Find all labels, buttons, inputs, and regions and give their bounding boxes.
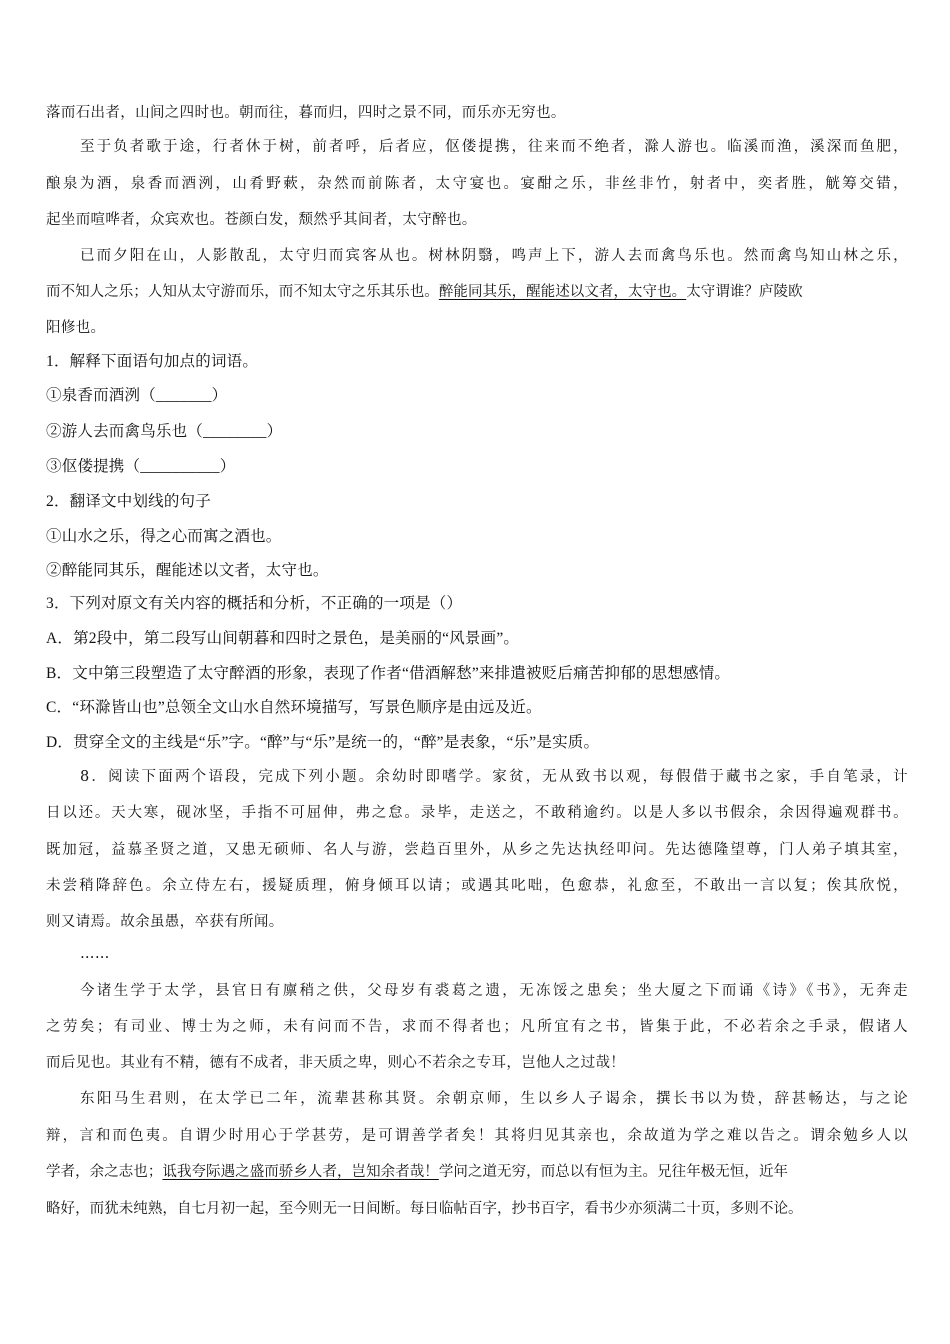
option-b: B．文中第三段塑造了太守醉酒的形象，表现了作者“借酒解愁”来排遣被贬后痛苦抑郁的思想感情。 bbox=[46, 665, 731, 682]
passage-line: 今诸生学于太学，县官日有廪稍之供，父母岁有裘葛之遗，无冻馁之患矣；坐大厦之下而诵《诗》《书》，无奔走 bbox=[80, 983, 908, 999]
passage-line: 学者，余之志也；诋我夸际遇之盛而骄乡人者，岂知余者哉！学问之道无穷，而总以有恒为主。兄往年极无恒，近年 bbox=[46, 1164, 789, 1180]
passage-line: 既加冠，益慕圣贤之道，又患无硕师、名人与游，尝趋百里外，从乡之先达执经叩问。先达德隆望尊，门人弟子填其室， bbox=[46, 842, 908, 858]
question-2: 2．翻译文中划线的句子 bbox=[46, 493, 211, 510]
passage-line: 落而石出者，山间之四时也。朝而往，暮而归，四时之景不同，而乐亦无穷也。 bbox=[46, 105, 566, 121]
passage-line: 至于负者歌于途，行者休于树，前者呼，后者应，伛偻提携，往来而不绝者，滁人游也。临溪而渔，溪深而鱼肥， bbox=[80, 139, 908, 155]
passage-line: 东阳马生君则，在太学已二年，流辈甚称其贤。余朝京师，生以乡人子谒余，撰长书以为贽，辞甚畅达，与之论 bbox=[80, 1091, 908, 1107]
passage-line: 而不知人之乐；人知从太守游而乐，而不知太守之乐其乐也。醉能同其乐，醒能述以文者，太守也。太守谓谁？庐陵欧 bbox=[46, 284, 803, 300]
underlined-sentence: 诋我夸际遇之盛而骄乡人者，岂知余者哉！ bbox=[162, 1164, 439, 1180]
passage-line: 阳修也。 bbox=[46, 320, 106, 336]
answer-blank[interactable]: _______ bbox=[155, 387, 212, 404]
passage-line: 之劳矣；有司业、博士为之师，未有问而不告，求而不得者也；凡所宜有之书，皆集于此，不必若余之手录，假诸人 bbox=[46, 1019, 908, 1035]
question-3: 3．下列对原文有关内容的概括和分析，不正确的一项是（） bbox=[46, 595, 463, 612]
passage-line: 辩，言和而色夷。自谓少时用心于学甚劳，是可谓善学者矣！其将归见其亲也，余故道为学之难以告之。谓余勉乡人以 bbox=[46, 1128, 908, 1144]
passage-line: 日以还。天大寒，砚冰坚，手指不可屈伸，弗之怠。录毕，走送之，不敢稍逾约。以是人多以书假余，余因得遍观群书。 bbox=[46, 805, 908, 821]
question-1-item-2: ②游人去而禽鸟乐也（________） bbox=[46, 423, 283, 440]
underlined-sentence: 醉能同其乐，醒能述以文者，太守也。 bbox=[438, 284, 687, 300]
answer-blank[interactable]: __________ bbox=[140, 458, 220, 475]
passage-line: 而后见也。其业有不精，德有不成者，非天质之卑，则心不若余之专耳，岂他人之过哉！ bbox=[46, 1055, 626, 1071]
passage-line: 8．阅读下面两个语段，完成下列小题。余幼时即嗜学。家贫，无从致书以观，每假借于藏书之家，手自笔录，计 bbox=[80, 769, 908, 785]
passage-line: 则又请焉。故余虽愚，卒获有所闻。 bbox=[46, 914, 284, 930]
answer-blank[interactable]: ________ bbox=[203, 423, 267, 440]
question-2-item-2: ②醉能同其乐，醒能述以文者，太守也。 bbox=[46, 562, 329, 579]
passage-line: 酿泉为酒，泉香而酒洌，山肴野蔌，杂然而前陈者，太守宴也。宴酣之乐，非丝非竹，射者中，奕者胜，觥筹交错， bbox=[46, 176, 908, 192]
option-d: D．贯穿全文的主线是“乐”字。“醉”与“乐”是统一的，“醉”是表象，“乐”是实质。 bbox=[46, 734, 600, 751]
option-c: C．“环滁皆山也”总领全文山水自然环境描写，写景色顺序是由远及近。 bbox=[46, 699, 542, 716]
passage-line: 起坐而喧哗者，众宾欢也。苍颜白发，颓然乎其间者，太守醉也。 bbox=[46, 212, 477, 228]
question-2-item-1: ①山水之乐，得之心而寓之酒也。 bbox=[46, 528, 282, 545]
question-1-item-3: ③伛偻提携（__________） bbox=[46, 458, 236, 475]
question-1-item-1: ①泉香而酒洌（_______） bbox=[46, 387, 228, 404]
passage-line: 未尝稍降辞色。余立侍左右，援疑质理，俯身倾耳以请；或遇其叱咄，色愈恭，礼愈至，不敢出一言以复；俟其欣悦， bbox=[46, 878, 908, 894]
option-a: A．第2段中，第二段写山间朝暮和四时之景色，是美丽的“风景画”。 bbox=[46, 630, 520, 647]
passage-line: 略好，而犹未纯熟，自七月初一起，至今则无一日间断。每日临帖百字，抄书百字，看书少亦须满二十页，多则不论。 bbox=[46, 1201, 803, 1217]
passage-line: 已而夕阳在山，人影散乱，太守归而宾客从也。树林阴翳，鸣声上下，游人去而禽鸟乐也。然而禽鸟知山林之乐， bbox=[80, 248, 908, 264]
question-1: 1．解释下面语句加点的词语。 bbox=[46, 353, 259, 370]
ellipsis: …… bbox=[80, 946, 110, 962]
